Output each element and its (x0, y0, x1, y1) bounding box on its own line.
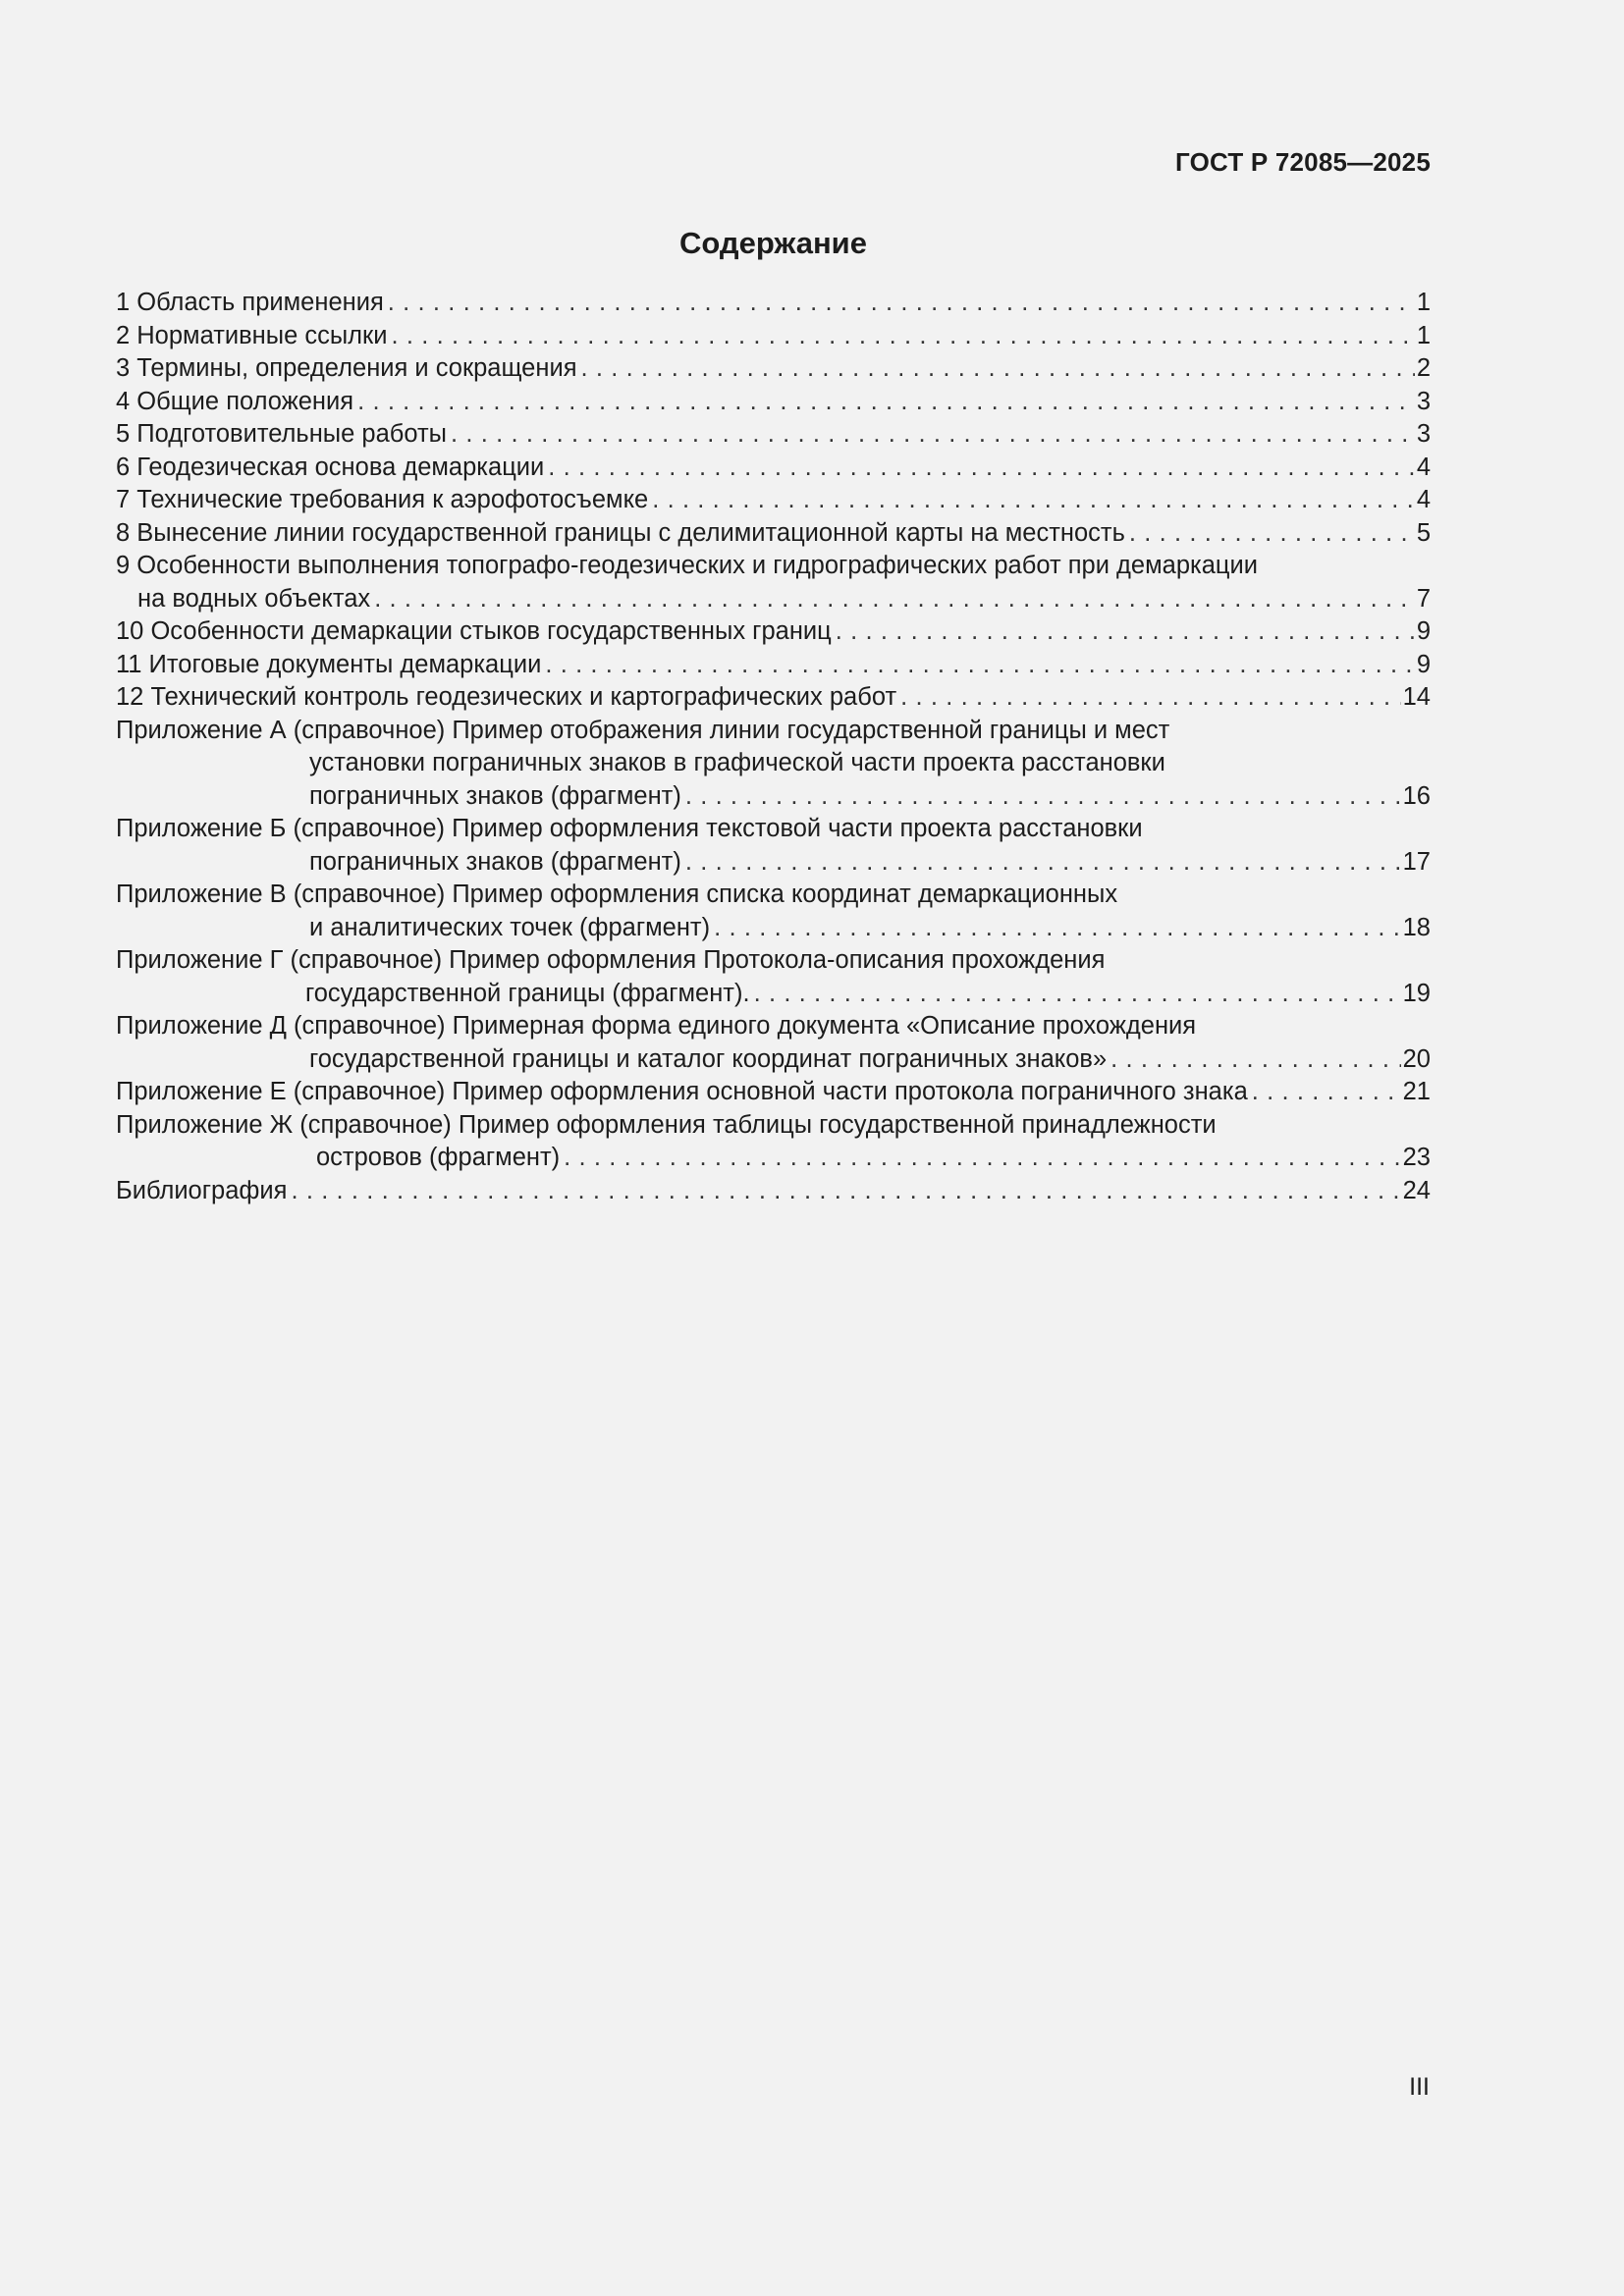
dot-leader (1110, 1043, 1400, 1077)
toc-entry-text: 11 Итоговые документы демаркации (116, 650, 542, 678)
toc-entry-8[interactable] (116, 517, 1431, 551)
toc-entry-text: государственной границы и каталог координат пограничных знаков» (309, 1044, 1108, 1073)
toc-entry-text-line1: Приложение Д (справочное) Примерная форма единого документа «Описание прохождения (116, 1012, 1197, 1040)
toc-entry-text: 6 Геодезическая основа демаркации (116, 453, 545, 481)
toc-entry-appendix-v[interactable] (116, 879, 1431, 944)
dot-leader (451, 418, 1415, 452)
toc-entry-text-line2: установки пограничных знаков в графической части проекта расстановки (309, 749, 1165, 776)
table-of-contents (116, 287, 1431, 1207)
toc-entry-4[interactable] (116, 386, 1431, 419)
toc-entry-3[interactable] (116, 352, 1431, 386)
toc-entry-2[interactable] (116, 320, 1431, 353)
toc-entry-text-line1: Приложение Ж (справочное) Пример оформления таблицы государственной принадлежности (116, 1110, 1217, 1139)
dot-leader (714, 912, 1401, 945)
toc-entry-page: 3 (1416, 420, 1431, 448)
toc-entry-appendix-d[interactable] (116, 1010, 1431, 1076)
dot-leader (545, 649, 1414, 682)
dot-leader (291, 1175, 1400, 1208)
toc-entry-appendix-a[interactable] (116, 715, 1431, 814)
document-code: ГОСТ Р 72085—2025 (1175, 147, 1431, 177)
toc-entry-5[interactable] (116, 418, 1431, 452)
toc-entry-text: 8 Вынесение линии государственной границы с делимитационной карты на местность (116, 518, 1125, 547)
dot-leader (357, 386, 1415, 419)
toc-entry-text-line1: Приложение Г (справочное) Пример оформления Протокола-описания прохождения (116, 946, 1106, 974)
dot-leader (1129, 517, 1415, 551)
toc-entry-7[interactable] (116, 484, 1431, 517)
toc-entry-text: 10 Особенности демаркации стыков государственных границ (116, 617, 832, 645)
toc-entry-page: 3 (1416, 387, 1431, 415)
dot-leader (685, 780, 1401, 814)
dot-leader (388, 287, 1415, 320)
toc-entry-text: 5 Подготовительные работы (116, 420, 447, 448)
toc-entry-page: 14 (1402, 683, 1431, 711)
dot-leader (581, 352, 1415, 386)
dot-leader (836, 615, 1415, 649)
toc-entry-text: государственной границы (фрагмент). (305, 979, 750, 1007)
toc-entry-text: пограничных знаков (фрагмент) (309, 847, 681, 876)
toc-entry-page: 16 (1402, 781, 1431, 810)
toc-entry-text: пограничных знаков (фрагмент) (309, 781, 681, 810)
toc-entry-text-line1: Приложение А (справочное) Пример отображения линии государственной границы и мест (116, 716, 1170, 744)
toc-entry-page: 4 (1416, 486, 1431, 513)
toc-entry-text: 7 Технические требования к аэрофотосъемке (116, 486, 649, 513)
toc-entry-text-line1: 9 Особенности выполнения топографо-геодезических и гидрографических работ при демаркации (116, 552, 1258, 579)
dot-leader (652, 484, 1415, 517)
toc-entry-9[interactable] (116, 550, 1431, 615)
toc-entry-page: 23 (1402, 1144, 1431, 1171)
dot-leader (1252, 1076, 1401, 1109)
toc-entry-12[interactable] (116, 681, 1431, 715)
toc-entry-text: 3 Термины, определения и сокращения (116, 354, 577, 382)
toc-entry-text: 2 Нормативные ссылки (116, 321, 388, 349)
dot-leader (548, 452, 1415, 485)
dot-leader (391, 320, 1414, 353)
toc-entry-text-line1: Приложение Б (справочное) Пример оформления текстовой части проекта расстановки (116, 815, 1143, 842)
toc-entry-page: 1 (1416, 289, 1431, 316)
toc-entry-page: 4 (1416, 453, 1431, 481)
toc-entry-text: островов (фрагмент) (316, 1144, 561, 1171)
toc-entry-text: и аналитических точек (фрагмент) (309, 913, 711, 941)
dot-leader (374, 583, 1415, 616)
toc-entry-page: 18 (1402, 913, 1431, 941)
toc-entry-text: 1 Область применения (116, 289, 384, 316)
toc-entry-page: 20 (1402, 1044, 1431, 1073)
dot-leader (685, 846, 1401, 880)
toc-entry-bibliography[interactable] (116, 1175, 1431, 1208)
toc-entry-page: 9 (1416, 617, 1431, 645)
toc-entry-page: 2 (1416, 354, 1431, 382)
toc-entry-6[interactable] (116, 452, 1431, 485)
toc-entry-text: 12 Технический контроль геодезических и картографических работ (116, 683, 897, 711)
toc-entry-page: 9 (1416, 650, 1431, 678)
toc-entry-text: 4 Общие положения (116, 387, 354, 415)
toc-entry-appendix-e[interactable] (116, 1076, 1431, 1109)
page-title: Содержание (679, 226, 867, 260)
toc-entry-text: Приложение Е (справочное) Пример оформления основной части протокола пограничного знака (116, 1078, 1248, 1105)
toc-entry-page: 7 (1416, 584, 1431, 613)
dot-leader (754, 978, 1401, 1011)
toc-entry-text-line1: Приложение В (справочное) Пример оформления списка координат демаркационных (116, 881, 1118, 908)
page-number: III (1409, 2073, 1430, 2101)
toc-entry-appendix-g[interactable] (116, 944, 1431, 1010)
toc-entry-text: на водных объектах (137, 584, 371, 613)
toc-entry-text: Библиография (116, 1176, 288, 1204)
toc-entry-page: 24 (1402, 1176, 1431, 1204)
toc-entry-page: 1 (1416, 321, 1431, 349)
toc-entry-appendix-zh[interactable] (116, 1109, 1431, 1175)
toc-entry-page: 19 (1402, 979, 1431, 1007)
toc-entry-appendix-b[interactable] (116, 813, 1431, 879)
dot-leader (564, 1142, 1400, 1175)
toc-entry-11[interactable] (116, 649, 1431, 682)
toc-entry-page: 17 (1402, 847, 1431, 876)
toc-entry-1[interactable] (116, 287, 1431, 320)
toc-entry-page: 5 (1416, 518, 1431, 547)
toc-entry-10[interactable] (116, 615, 1431, 649)
toc-entry-page: 21 (1402, 1078, 1431, 1105)
dot-leader (900, 681, 1400, 715)
